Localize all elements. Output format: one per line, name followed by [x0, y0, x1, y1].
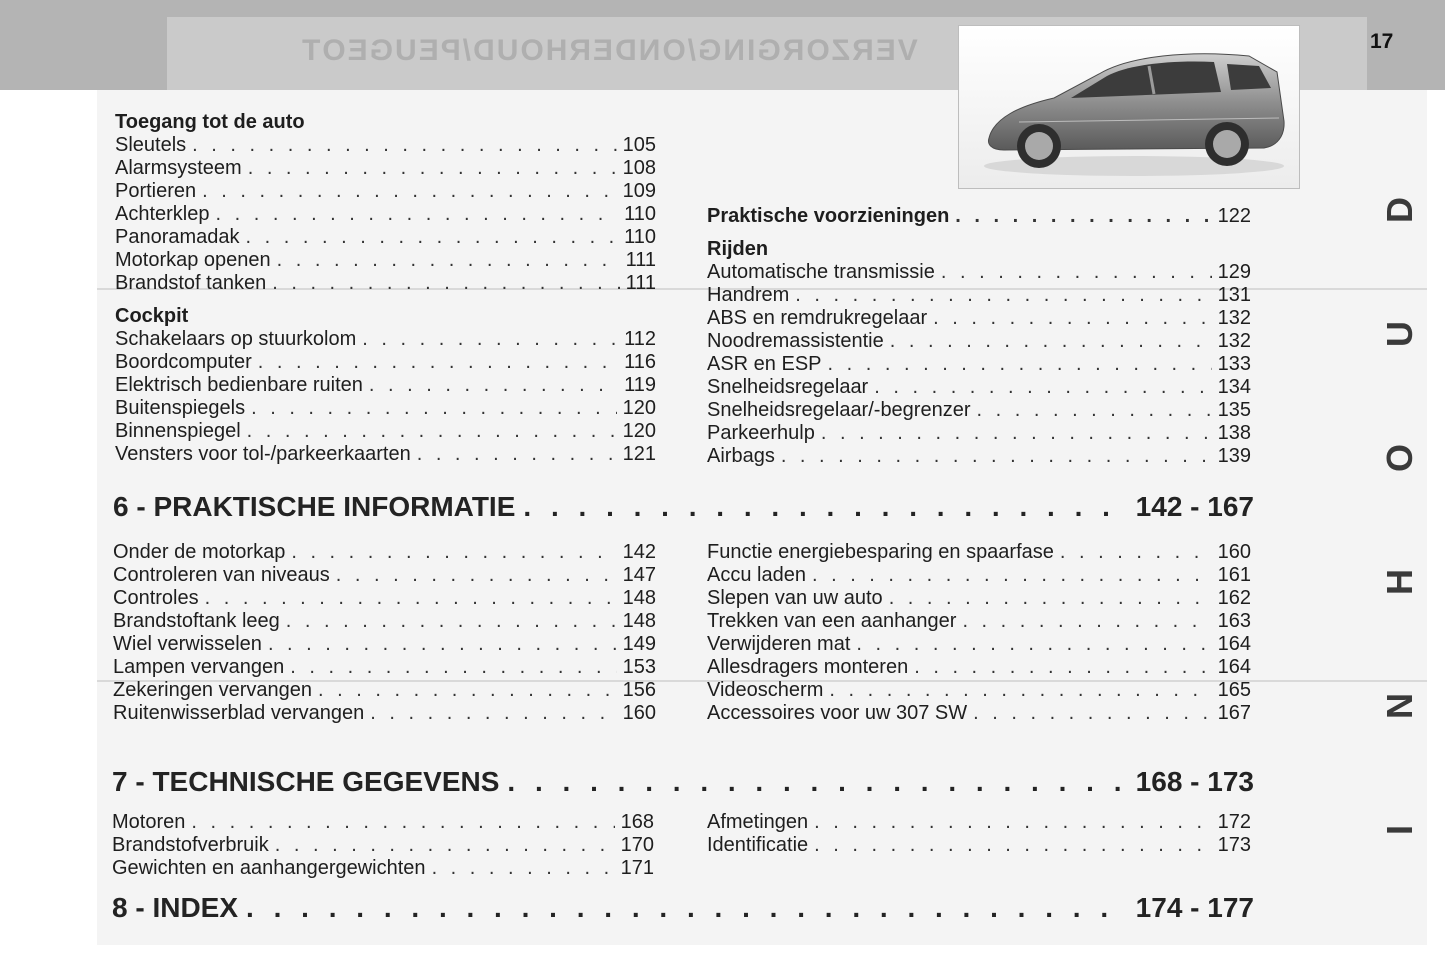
entry-page: 110	[624, 226, 656, 248]
toc-entry[interactable]	[707, 353, 1251, 376]
leader-dots	[268, 633, 617, 656]
leader-dots	[812, 564, 1212, 587]
section-title: 8 - INDEX	[112, 892, 239, 923]
section-7-right	[707, 811, 1251, 857]
entry-label: Elektrisch bedienbare ruiten	[115, 374, 363, 396]
side-title-inhoud	[1372, 190, 1428, 850]
toc-entry[interactable]	[113, 633, 656, 656]
entry-page: 164	[1217, 656, 1251, 678]
leader-dots	[432, 857, 615, 880]
car-photo-icon	[958, 25, 1300, 189]
leader-dots	[821, 422, 1212, 445]
entry-label: Binnenspiegel	[115, 420, 241, 442]
entry-label: Onder de motorkap	[113, 541, 286, 563]
entry-page: 170	[620, 834, 654, 856]
toc-entry[interactable]	[707, 811, 1251, 834]
entry-label: Vensters voor tol-/parkeerkaarten	[115, 443, 411, 465]
leader-dots	[890, 330, 1212, 353]
leader-dots	[856, 633, 1211, 656]
entry-page: 138	[1217, 422, 1251, 444]
leader-dots	[246, 226, 619, 249]
section-heading-8[interactable]	[112, 891, 1254, 925]
toc-entry[interactable]	[113, 679, 656, 702]
side-letter: I	[1378, 824, 1420, 836]
entry-label: Parkeerhulp	[707, 422, 815, 444]
toc-entry[interactable]	[707, 307, 1251, 330]
toc-entry[interactable]	[115, 397, 656, 420]
section-heading-6[interactable]	[113, 490, 1254, 524]
toc-entry[interactable]	[115, 351, 656, 374]
entry-page: 120	[622, 420, 656, 442]
toc-entry[interactable]	[115, 226, 656, 249]
side-letter: N	[1379, 693, 1420, 719]
leader-dots	[507, 765, 1127, 799]
toc-entry[interactable]	[115, 443, 656, 466]
entry-page: 121	[622, 443, 656, 465]
leader-dots	[1060, 541, 1212, 564]
entry-label: Identificatie	[707, 834, 809, 856]
side-letter: H	[1379, 569, 1420, 595]
toc-entry[interactable]	[115, 249, 656, 272]
entry-label: Afmetingen	[707, 811, 809, 833]
entry-page: 160	[622, 702, 656, 724]
leader-dots	[370, 702, 616, 725]
group-heading: Cockpit	[115, 305, 189, 327]
entry-page: 111	[625, 249, 656, 271]
entry-page: 162	[1217, 587, 1251, 609]
entry-page: 173	[1217, 834, 1251, 856]
entry-page: 149	[622, 633, 656, 655]
entry-label: Noodremassistentie	[707, 330, 884, 352]
entry-page: 119	[624, 374, 656, 396]
toc-entry[interactable]	[707, 445, 1251, 468]
entry-page: 148	[622, 610, 656, 632]
entry-label: Airbags	[707, 445, 775, 467]
leader-dots	[795, 284, 1211, 307]
toc-entry[interactable]	[112, 857, 654, 880]
entry-label: Slepen van uw auto	[707, 587, 883, 609]
leader-dots	[523, 490, 1127, 524]
toc-entry[interactable]	[115, 180, 656, 203]
entry-label: Allesdragers monteren	[707, 656, 909, 678]
entry-page: 109	[622, 180, 656, 202]
entry-label: Motorkap openen	[115, 249, 271, 271]
leader-dots	[889, 587, 1212, 610]
page-number: 17	[1370, 30, 1394, 53]
entry-page: 131	[1217, 284, 1251, 306]
toc-entry[interactable]	[113, 656, 656, 679]
side-letter: D	[1379, 197, 1420, 223]
toc-entry[interactable]	[113, 541, 656, 564]
entry-label: Controles	[113, 587, 199, 609]
leader-dots	[275, 834, 615, 857]
toc-entry[interactable]	[707, 399, 1251, 422]
entry-label: Brandstofverbruik	[112, 834, 269, 856]
entry-label: Boordcomputer	[115, 351, 252, 373]
leader-dots	[962, 610, 1211, 633]
leader-dots	[973, 702, 1212, 725]
entry-label: Controleren van niveaus	[113, 564, 330, 586]
entry-page: 105	[622, 134, 656, 156]
leader-dots	[248, 157, 617, 180]
leader-dots	[977, 399, 1212, 422]
entry-label: Videoscherm	[707, 679, 824, 701]
toc-entry[interactable]	[115, 134, 656, 157]
entry-label: ABS en remdrukregelaar	[707, 307, 928, 329]
toc-entry[interactable]	[113, 587, 656, 610]
entry-label: Achterklep	[115, 203, 210, 225]
toc-entry[interactable]	[707, 587, 1251, 610]
toc-entry[interactable]	[707, 679, 1251, 702]
toc-left-top	[115, 111, 656, 466]
entry-label: Zekeringen vervangen	[113, 679, 313, 701]
toc-entry[interactable]	[707, 834, 1251, 857]
leader-dots	[914, 656, 1211, 679]
car-illustration	[959, 26, 1299, 188]
entry-label: Alarmsysteem	[115, 157, 242, 179]
leader-dots	[336, 564, 617, 587]
leader-dots	[251, 397, 617, 420]
entry-label: ASR en ESP	[707, 353, 822, 375]
entry-page: 134	[1217, 376, 1251, 398]
entry-label: Buitenspiegels	[115, 397, 246, 419]
leader-dots	[814, 811, 1211, 834]
leader-dots	[205, 587, 617, 610]
entry-label: Handrem	[707, 284, 790, 306]
leader-dots	[828, 353, 1212, 376]
leader-dots	[247, 420, 617, 443]
toc-entry[interactable]	[707, 610, 1251, 633]
leader-dots	[933, 307, 1212, 330]
leader-dots	[417, 443, 617, 466]
leader-dots	[272, 272, 619, 295]
entry-label: Gewichten en aanhangergewichten	[112, 857, 426, 879]
section-title: 6 - PRAKTISCHE INFORMATIE	[113, 491, 516, 522]
entry-label: Snelheidsregelaar/-begrenzer	[707, 399, 971, 421]
entry-page: 167	[1217, 702, 1251, 724]
toc-entry[interactable]	[112, 811, 654, 834]
group-heading: Rijden	[707, 238, 769, 260]
entry-label: Portieren	[115, 180, 197, 202]
entry-page: 160	[1217, 541, 1251, 563]
toc-entry[interactable]	[115, 374, 656, 397]
toc-entry[interactable]	[113, 702, 656, 725]
leader-dots	[277, 249, 620, 272]
entry-page: 132	[1217, 307, 1251, 329]
leader-dots	[246, 891, 1128, 925]
entry-page: 133	[1217, 353, 1251, 375]
entry-label: Panoramadak	[115, 226, 240, 248]
entry-page: 112	[624, 328, 656, 350]
toc-entry[interactable]	[707, 261, 1251, 284]
entry-label: Wiel verwisselen	[113, 633, 262, 655]
toc-entry-featured[interactable]	[707, 205, 1251, 228]
bleed-through-header: VERZORGING/ONDERHOUD/PEUGEOT	[300, 34, 918, 67]
toc-entry[interactable]	[707, 376, 1251, 399]
entry-label: Sleutels	[115, 134, 187, 156]
section-6-left	[113, 541, 656, 725]
entry-page: 172	[1217, 811, 1251, 833]
toc-entry[interactable]	[707, 330, 1251, 353]
leader-dots	[369, 374, 618, 397]
toc-entry[interactable]	[707, 422, 1251, 445]
entry-page: 122	[1217, 205, 1251, 227]
entry-label: Verwijderen mat	[707, 633, 851, 655]
leader-dots	[258, 351, 618, 374]
toc-entry[interactable]	[113, 610, 656, 633]
leader-dots	[202, 180, 616, 203]
section-pages: 168 - 173	[1135, 766, 1254, 797]
toc-entry[interactable]	[707, 564, 1251, 587]
section-pages: 142 - 167	[1135, 491, 1254, 522]
side-letter: U	[1379, 321, 1420, 347]
entry-page: 139	[1217, 445, 1251, 467]
entry-label: Brandstof tanken	[115, 272, 267, 294]
entry-page: 168	[620, 811, 654, 833]
leader-dots	[191, 811, 614, 834]
leader-dots	[955, 205, 1211, 228]
entry-page: 153	[622, 656, 656, 678]
section-title: 7 - TECHNISCHE GEGEVENS	[112, 766, 500, 797]
entry-page: 147	[622, 564, 656, 586]
section-pages: 174 - 177	[1135, 892, 1254, 923]
toc-entry[interactable]	[707, 656, 1251, 679]
group-heading: Toegang tot de auto	[115, 111, 305, 133]
entry-page: 111	[625, 272, 656, 294]
toc-entry[interactable]	[113, 564, 656, 587]
entry-label: Praktische voorzieningen	[707, 205, 950, 227]
entry-page: 171	[620, 857, 654, 879]
entry-page: 165	[1217, 679, 1251, 701]
toc-entry[interactable]	[707, 284, 1251, 307]
leader-dots	[362, 328, 618, 351]
entry-label: Schakelaars op stuurkolom	[115, 328, 357, 350]
entry-label: Accu laden	[707, 564, 806, 586]
entry-page: 156	[622, 679, 656, 701]
toc-entry[interactable]	[707, 633, 1251, 656]
toc-entry[interactable]	[115, 328, 656, 351]
entry-label: Trekken van een aanhanger	[707, 610, 957, 632]
entry-page: 163	[1217, 610, 1251, 632]
side-letter: O	[1378, 443, 1420, 473]
entry-page: 120	[622, 397, 656, 419]
entry-page: 129	[1217, 261, 1251, 283]
entry-page: 161	[1217, 564, 1251, 586]
entry-label: Motoren	[112, 811, 186, 833]
leader-dots	[829, 679, 1211, 702]
leader-dots	[814, 834, 1211, 857]
entry-page: 108	[622, 157, 656, 179]
toc-entry[interactable]	[115, 157, 656, 180]
leader-dots	[781, 445, 1212, 468]
entry-page: 148	[622, 587, 656, 609]
leader-dots	[290, 656, 616, 679]
leader-dots	[216, 203, 619, 226]
leader-dots	[291, 541, 616, 564]
entry-label: Functie energiebesparing en spaarfase	[707, 541, 1054, 563]
leader-dots	[192, 134, 616, 157]
leader-dots	[874, 376, 1211, 399]
entry-page: 116	[624, 351, 656, 373]
entry-page: 135	[1217, 399, 1251, 421]
toc-entry[interactable]	[115, 420, 656, 443]
entry-label: Accessoires voor uw 307 SW	[707, 702, 968, 724]
entry-page: 110	[624, 203, 656, 225]
leader-dots	[286, 610, 617, 633]
leader-dots	[318, 679, 617, 702]
entry-label: Brandstoftank leeg	[113, 610, 280, 632]
leader-dots	[941, 261, 1212, 284]
entry-page: 132	[1217, 330, 1251, 352]
toc-right-top	[707, 205, 1251, 468]
section-6-right	[707, 541, 1251, 725]
entry-page: 164	[1217, 633, 1251, 655]
entry-label: Automatische transmissie	[707, 261, 935, 283]
entry-label: Lampen vervangen	[113, 656, 285, 678]
toc-entry[interactable]	[112, 834, 654, 857]
entry-label: Snelheidsregelaar	[707, 376, 869, 398]
toc-entry[interactable]	[115, 272, 656, 295]
entry-label: Ruitenwisserblad vervangen	[113, 702, 365, 724]
entry-page: 142	[622, 541, 656, 563]
section-7-left	[112, 811, 654, 880]
toc-entry[interactable]	[115, 203, 656, 226]
section-heading-7[interactable]	[112, 765, 1254, 799]
toc-entry[interactable]	[707, 541, 1251, 564]
toc-entry[interactable]	[707, 702, 1251, 725]
